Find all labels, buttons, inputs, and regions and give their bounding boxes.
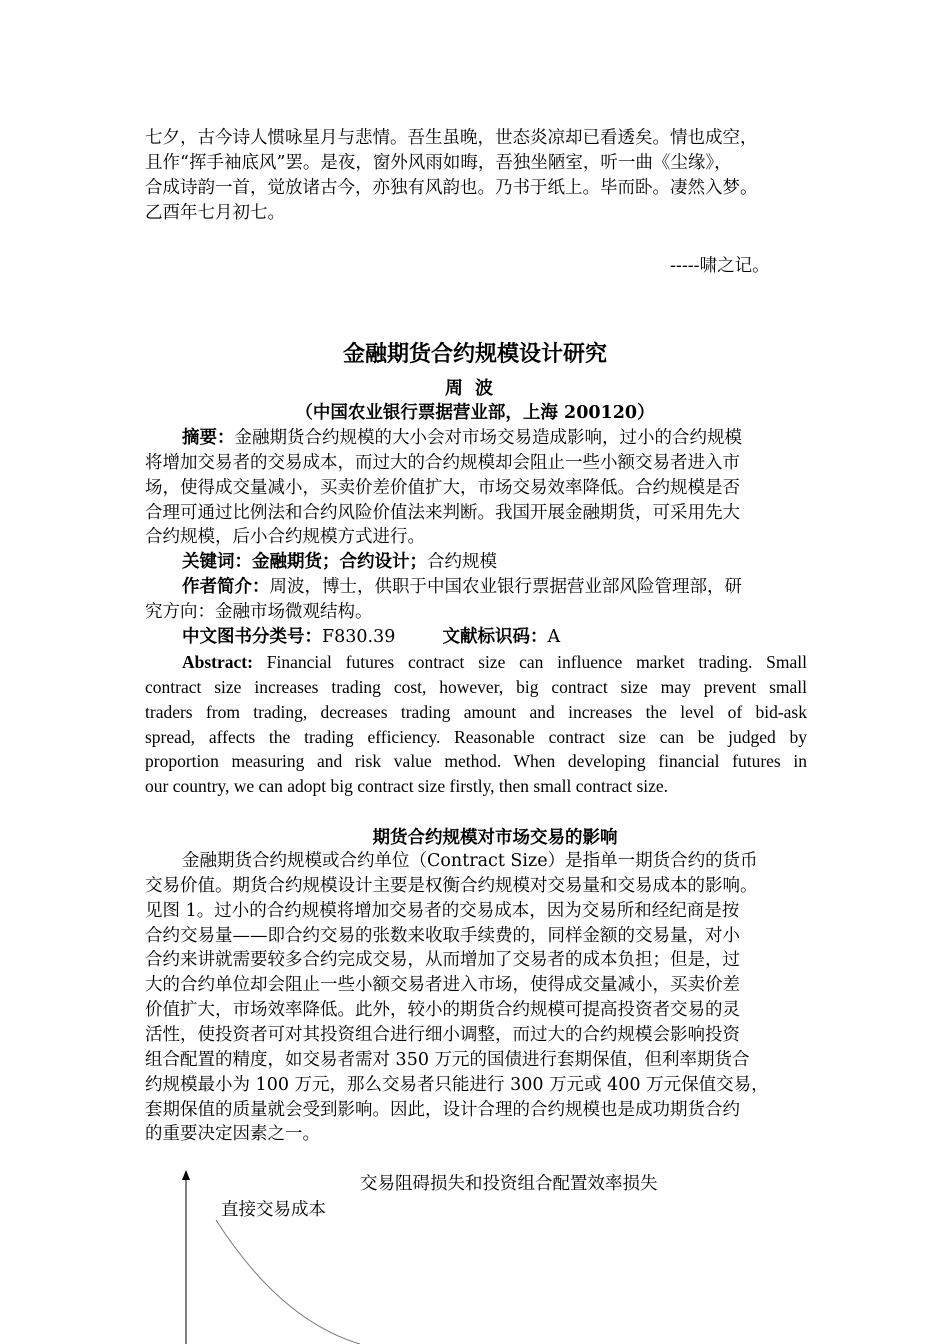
body-line-1: 金融期货合约规模或合约单位（Contract Size）是指单一期货合约的货币 — [182, 851, 758, 871]
figure-label-top: 交易阻碍损失和投资组合配置效率损失 — [360, 1174, 658, 1194]
article-title: 金融期货合约规模设计研究 — [342, 341, 607, 367]
abstract-line-1 — [145, 426, 807, 450]
en-abstract-line-5: proportion measuring and risk value method. When developing financial futures in — [145, 751, 807, 771]
body-line-5: 合约来讲就需要较多合约完成交易，从而增加了交易者的成本负担；但是，过 — [145, 950, 740, 970]
en-abstract-line-2: contract size increases trading cost, however, big contract size may prevent small — [145, 677, 807, 697]
article-author: 周波 — [445, 378, 505, 399]
abstract-label: 摘要： — [182, 428, 235, 448]
body-line-2: 交易价值。期货合约规模设计主要是权衡合约规模对交易量和交易成本的影响。 — [145, 876, 758, 896]
clc-value: F830.39 — [322, 627, 396, 647]
bio-line-2: 究方向：金融市场微观结构。 — [145, 602, 373, 622]
bio-text-1: 周波，博士，供职于中国农业银行票据营业部风险管理部，研 — [269, 577, 742, 597]
en-abstract-text-1: Financial futures contract size can influence market trading. Small — [266, 652, 807, 672]
clc-label: 中文图书分类号： — [182, 627, 322, 647]
abstract-line-3: 场，使得成交量减小，买卖价差价值扩大，市场交易效率降低。合约规模是否 — [145, 478, 740, 498]
section-title: 期货合约规模对市场交易的影响 — [372, 828, 618, 848]
keywords-label: 关键词： — [182, 552, 252, 572]
body-line-6: 大的合约单位却会阻止一些小额交易者进入市场，使得成交量减小，买卖价差 — [145, 975, 740, 995]
keywords-plain: 合约规模 — [427, 552, 497, 572]
body-line-8: 活性，使投资者可对其投资组合进行细小调整，而过大的合约规模会影响投资 — [145, 1025, 740, 1045]
en-abstract-line-3: traders from trading, decreases trading amount and increases the level of bid-ask — [145, 702, 807, 722]
body-line-9: 组合配置的精度，如交易者需对 350 万元的国债进行套期保值，但利率期货合 — [145, 1050, 750, 1070]
doc-value: A — [547, 627, 561, 647]
doc-label: 文献标识码： — [442, 627, 548, 647]
preface-signature: -----啸之记。 — [670, 256, 770, 276]
body-line-4: 合约交易量——即合约交易的张数来收取手续费的，同样金额的交易量，对小 — [145, 926, 740, 946]
preface-line-4: 乙酉年七月初七。 — [145, 203, 285, 223]
direct-cost-curve — [216, 1220, 360, 1344]
abstract-line-4: 合理可通过比例法和合约风险价值法来判断。我国开展金融期货，可采用先大 — [145, 503, 740, 523]
en-abstract-line-1 — [145, 650, 807, 674]
en-abstract-label: Abstract: — [182, 652, 253, 672]
abstract-text-1: 金融期货合约规模的大小会对市场交易造成影响，过小的合约规模 — [234, 428, 742, 448]
body-line-3: 见图 1。过小的合约规模将增加交易者的交易成本，因为交易所和经纪商是按 — [145, 901, 740, 921]
body-line-7: 价值扩大，市场效率降低。此外，较小的期货合约规模可提高投资者交易的灵 — [145, 1000, 740, 1020]
abstract-line-2: 将增加交易者的交易成本，而过大的合约规模却会阻止一些小额交易者进入市 — [145, 453, 740, 473]
preface-line-2: 且作“挥手袖底风”罢。是夜，窗外风雨如晦，吾独坐陋室，听一曲《尘缘》， — [145, 153, 732, 173]
body-line-10: 约规模最小为 100 万元，那么交易者只能进行 300 万元或 400 万元保值交易， — [145, 1075, 769, 1095]
body-line-12: 的重要决定因素之一。 — [145, 1124, 320, 1144]
body-line-11: 套期保值的质量就会受到影响。因此，设计合理的合约规模也是成功期货合约 — [145, 1100, 740, 1120]
abstract-line-5: 合约规模，后小合约规模方式进行。 — [145, 527, 425, 547]
keywords-bold: 金融期货；合约设计； — [252, 552, 427, 572]
article-affiliation: （中国农业银行票据营业部，上海 200120） — [295, 403, 655, 423]
bio-line-1 — [145, 575, 807, 599]
figure-label-left: 直接交易成本 — [221, 1200, 326, 1220]
classification-line — [145, 625, 807, 649]
preface-line-1: 七夕，古今诗人惯咏星月与悲情。吾生虽晚，世态炎凉却已看透矣。情也成空， — [145, 128, 758, 148]
keywords-line — [145, 550, 807, 574]
preface-line-3: 合成诗韵一首，觉放诸古今，亦独有风韵也。乃书于纸上。毕而卧。凄然入梦。 — [145, 178, 758, 198]
bio-label: 作者简介： — [182, 577, 270, 597]
en-abstract-line-6: our country, we can adopt big contract size firstly, then small contract size. — [145, 776, 669, 796]
en-abstract-line-4: spread, affects the trading efficiency. Reasonable contract size can be judged by — [145, 727, 807, 747]
